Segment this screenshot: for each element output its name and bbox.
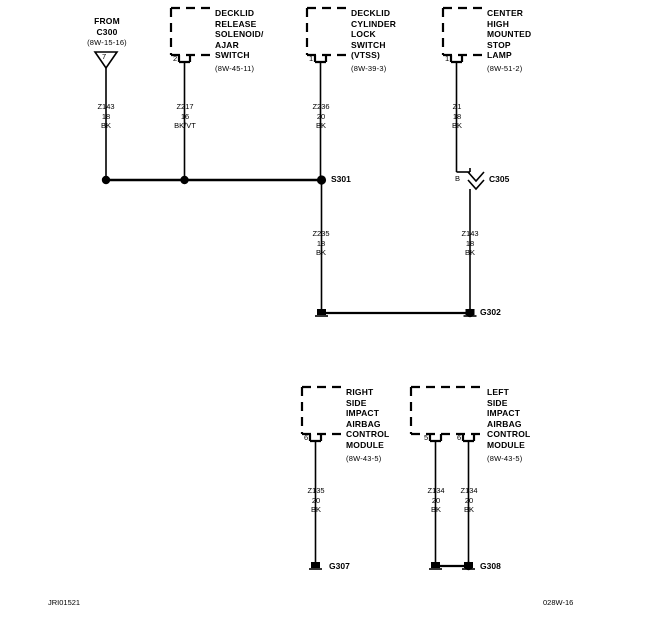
footer-left: JRI01521 (48, 598, 81, 607)
node-c305-label: C305 (489, 174, 510, 184)
component-decklid-release-solenoid-ref: (8W-45-11) (215, 64, 255, 73)
wire-label-z143-top: Z143 18 BK (97, 102, 115, 130)
wire-label-z134-right: Z134 20 BK (460, 486, 478, 514)
component-center-high-mounted-stop-lamp-label: CENTER HIGH MOUNTED STOP LAMP (487, 8, 532, 60)
wire-label-z135: Z135 20 BK (307, 486, 325, 514)
wire-label-z143-lower: Z143 18 BK (461, 229, 479, 257)
component-right-side-impact-airbag-module-pin: 6 (304, 433, 309, 442)
node-s301-label: S301 (331, 174, 351, 184)
component-left-side-impact-airbag-module-label: LEFT SIDE IMPACT AIRBAG CONTROL MODULE (487, 387, 531, 450)
node-g308-label: G308 (480, 561, 501, 571)
component-decklid-cylinder-lock-switch-label: DECKLID CYLINDER LOCK SWITCH (VTSS) (351, 8, 397, 60)
component-decklid-release-solenoid-label: DECKLID RELEASE SOLENOID/ AJAR SWITCH (215, 8, 264, 60)
component-decklid-cylinder-lock-switch-ref: (8W-39-3) (351, 64, 387, 73)
component-decklid-release-solenoid-pin: 2 (173, 54, 178, 63)
component-c300-name: C300 (96, 27, 118, 37)
wire-label-z1: Z1 18 BK (451, 102, 462, 130)
component-c300-label: FROM (94, 16, 120, 26)
footer-right: 028W-16 (543, 598, 574, 607)
component-left-side-impact-airbag-module-pin-6: 6 (457, 433, 462, 442)
component-c300-ref: (8W-15-16) (87, 38, 127, 47)
wire-label-z217: Z217 16 BK/VT (174, 102, 196, 130)
wire-label-z134-left: Z134 20 BK (427, 486, 445, 514)
component-right-side-impact-airbag-module-label: RIGHT SIDE IMPACT AIRBAG CONTROL MODULE (346, 387, 390, 450)
node-g307-label: G307 (329, 561, 350, 571)
component-decklid-cylinder-lock-switch-pin: 1 (309, 54, 314, 63)
node-c305-cavity: B (455, 174, 461, 183)
component-c300-pin: 7 (102, 52, 107, 61)
component-center-high-mounted-stop-lamp-pin: 1 (445, 54, 450, 63)
component-right-side-impact-airbag-module-ref: (8W-43-5) (346, 454, 382, 463)
node-g302-label: G302 (480, 307, 501, 317)
component-left-side-impact-airbag-module-pin-5: 5 (424, 433, 429, 442)
wire-label-z235: Z235 18 BK (312, 229, 330, 257)
wire-label-z236: Z236 20 BK (312, 102, 330, 130)
component-left-side-impact-airbag-module-ref: (8W-43-5) (487, 454, 523, 463)
component-center-high-mounted-stop-lamp-ref: (8W-51-2) (487, 64, 523, 73)
